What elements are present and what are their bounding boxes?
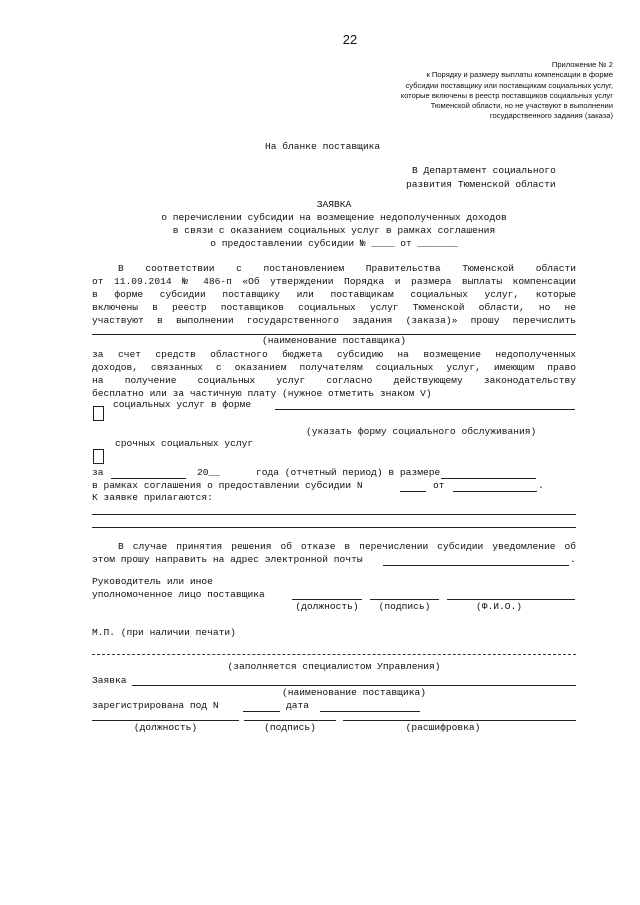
signatory-position-caption: (должность) xyxy=(295,601,359,612)
email-field[interactable] xyxy=(383,565,569,566)
signatory-line-2: уполномоченное лицо поставщика xyxy=(92,589,265,600)
signatory-name-line[interactable] xyxy=(447,599,575,600)
page-number: 22 xyxy=(342,32,358,47)
signatory-line-1: Руководитель или иное xyxy=(92,576,213,587)
body-line-2: доходов, связанных с оказанием получателям социальных услуг, имеющим право xyxy=(92,362,576,373)
social-services-form-checkbox[interactable] xyxy=(93,406,104,421)
attachments-line-1[interactable] xyxy=(92,514,576,515)
office-date-label: дата xyxy=(286,700,310,711)
appendix-line: субсидии поставщику или поставщикам социальных услуг, xyxy=(405,80,613,90)
office-signature-caption: (подпись) xyxy=(264,722,316,733)
appendix-line: Приложение № 2 xyxy=(551,60,613,69)
title-line-1: о перечислении субсидии на возмещение недополученных доходов xyxy=(161,212,507,223)
addressee-line-2: развития Тюменской области xyxy=(406,179,556,190)
refusal-line-2: этом прошу направить на адрес электронной почты xyxy=(92,554,363,565)
agreement-date-field[interactable] xyxy=(453,491,537,492)
seal-note: М.П. (при наличии печати) xyxy=(92,627,236,638)
period-prefix: за xyxy=(92,467,104,478)
intro-line-2: от 11.09.2014 № 486-п «Об утверждении Порядка и размера выплаты компенсации xyxy=(92,276,576,287)
intro-line-4: включены в реестр поставщиков социальных услуг Тюменской области, но не xyxy=(92,302,576,313)
office-signature-line[interactable] xyxy=(244,720,336,721)
appendix-line: государственного задания (заказа) xyxy=(489,111,613,121)
agreement-from-label: от xyxy=(433,480,445,491)
signatory-signature-line[interactable] xyxy=(370,599,439,600)
body-line-1: за счет средств областного бюджета субсидию на возмещение недополученных xyxy=(92,349,576,360)
appendix-line: которые включены в реестр поставщиков социальных услуг xyxy=(400,90,613,100)
office-position-line[interactable] xyxy=(92,720,239,721)
office-position-caption: (должность) xyxy=(133,722,198,733)
title-line-2: в связи с оказанием социальных услуг в рамках соглашения xyxy=(172,225,496,236)
appendix-note xyxy=(401,60,613,122)
signatory-signature-caption: (подпись) xyxy=(378,601,431,612)
period-label: года (отчетный период) в размере xyxy=(256,467,441,478)
office-filled-by: (заполняется специалистом Управления) xyxy=(227,661,441,672)
agreement-number-field[interactable] xyxy=(400,491,426,492)
urgent-services-checkbox[interactable] xyxy=(93,449,104,464)
title-line-3: о предоставлении субсидии № ____ от _______ xyxy=(210,238,458,249)
office-supplier-caption: (наименование поставщика) xyxy=(282,687,426,698)
period-field[interactable] xyxy=(111,478,186,479)
document-title: ЗАЯВКА xyxy=(316,199,352,210)
intro-line-3: в форме субсидии поставщику или поставщикам социальных услуг, которые xyxy=(92,289,576,300)
office-decoding-caption: (расшифровка) xyxy=(405,722,481,733)
intro-line-5: участвуют в выполнении государственного задания (заказа)» прошу перечислить xyxy=(92,315,576,326)
service-form-line[interactable] xyxy=(275,409,575,410)
office-registration-number-field[interactable] xyxy=(243,711,280,712)
office-supplier-line[interactable] xyxy=(132,685,576,686)
amount-field[interactable] xyxy=(441,478,536,479)
signatory-position-line[interactable] xyxy=(292,599,362,600)
refusal-line-1: В случае принятия решения об отказе в перечислении субсидии уведомление об xyxy=(118,541,576,552)
cut-separator xyxy=(92,654,576,655)
social-services-form-label: социальных услуг в форме xyxy=(113,399,252,410)
agreement-label: в рамках соглашения о предоставлении субсидии N xyxy=(92,480,363,491)
period-year: 20__ xyxy=(197,467,221,478)
refusal-dot: . xyxy=(570,554,576,565)
supplier-name-caption: (наименование поставщика) xyxy=(262,335,406,346)
body-line-4: бесплатно или за частичную плату (нужное отметить знаком V) xyxy=(92,388,432,399)
body-line-3: на получение социальных услуг согласно действующему законодательству xyxy=(92,375,576,386)
office-decoding-line[interactable] xyxy=(343,720,576,721)
blank-note: На бланке поставщика xyxy=(265,141,381,152)
period-dot: . xyxy=(538,480,544,491)
urgent-services-label: срочных социальных услуг xyxy=(115,438,254,449)
attachments-label: К заявке прилагаются: xyxy=(92,492,213,503)
intro-line-1: В соответствии с постановлением Правительства Тюменской области xyxy=(118,263,576,274)
service-form-caption: (указать форму социального обслуживания) xyxy=(306,426,537,437)
office-application-label: Заявка xyxy=(92,675,127,686)
office-date-field[interactable] xyxy=(320,711,420,712)
signatory-name-caption: (Ф.И.О.) xyxy=(475,601,523,612)
office-registered-label: зарегистрирована под N xyxy=(92,700,219,711)
addressee-line-1: В Департамент социального xyxy=(412,165,556,176)
appendix-line: Тюменской области, но не участвуют в выполнении xyxy=(430,101,613,111)
appendix-line: к Порядку и размеру выплаты компенсации в форме xyxy=(426,70,613,80)
attachments-line-2[interactable] xyxy=(92,527,576,528)
